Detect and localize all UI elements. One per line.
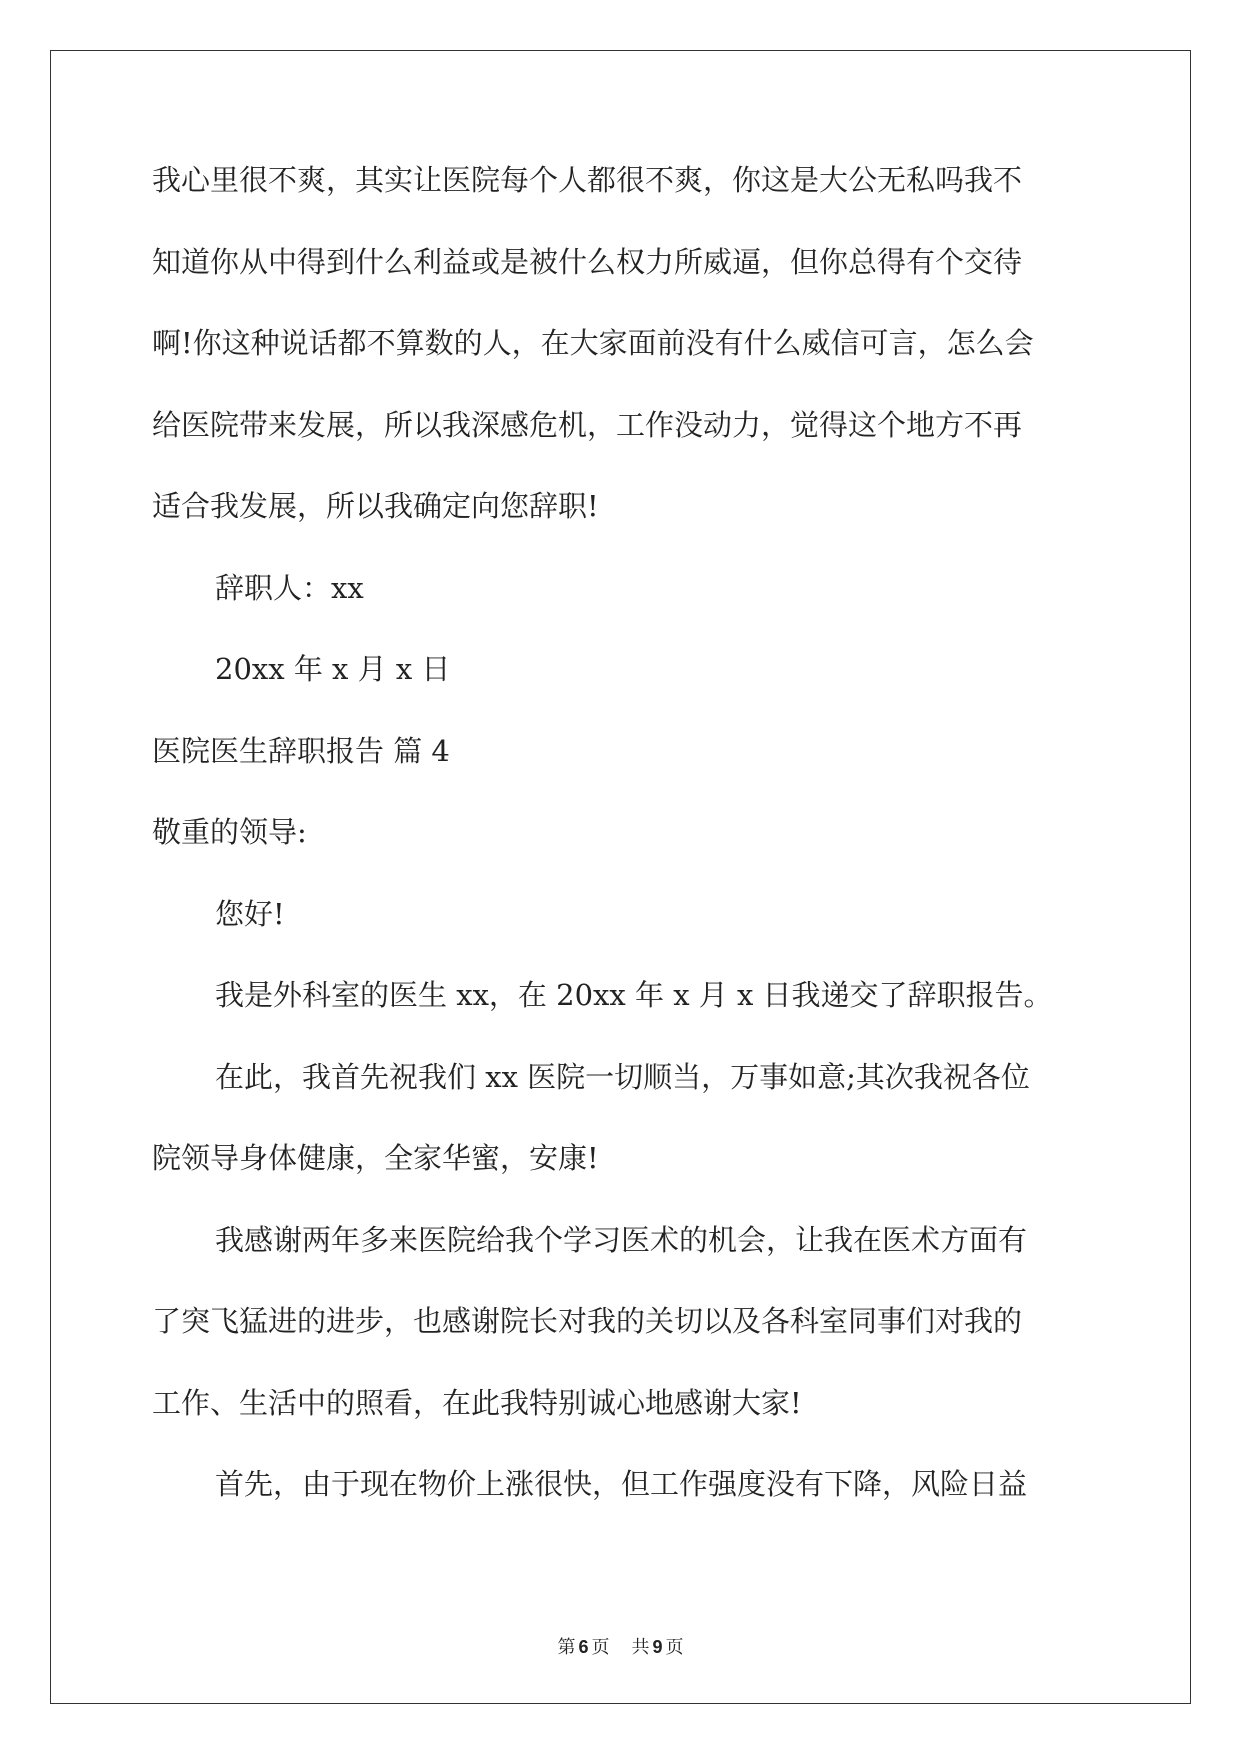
footer-page-word: 页 xyxy=(591,1637,610,1658)
footer-prefix: 第 xyxy=(557,1637,576,1658)
footer-total-prefix: 共 xyxy=(631,1637,650,1658)
footer-total-suffix: 页 xyxy=(665,1637,684,1658)
page-footer xyxy=(0,1633,1241,1659)
date-line: 20xx 年 x 月 x 日 xyxy=(215,652,451,686)
signature-line: 辞职人：xx xyxy=(215,570,364,605)
current-page-number: 6 xyxy=(578,1637,589,1657)
text-line: 在此，我首先祝我们 xx 医院一切顺当，万事如意;其次我祝各位 xyxy=(215,1059,1030,1094)
text-line: 知道你从中得到什么利益或是被什么权力所威逼，但你总得有个交待 xyxy=(152,244,1023,279)
text-line: 我心里很不爽，其实让医院每个人都很不爽，你这是大公无私吗我不 xyxy=(152,163,1023,197)
salutation: 敬重的领导: xyxy=(152,815,307,849)
text-line: 我是外科室的医生 xx，在 20xx 年 x 月 x 日我递交了辞职报告。 xyxy=(215,978,1053,1012)
greeting: 您好! xyxy=(215,896,285,931)
text-line: 我感谢两年多来医院给我个学习医术的机会，让我在医术方面有 xyxy=(215,1222,1028,1257)
section-heading: 医院医生辞职报告 篇 4 xyxy=(152,733,450,768)
text-line: 了突飞猛进的进步，也感谢院长对我的关切以及各科室同事们对我的 xyxy=(152,1304,1023,1338)
total-pages-number: 9 xyxy=(652,1637,663,1657)
text-line: 适合我发展，所以我确定向您辞职! xyxy=(152,489,599,523)
document-body xyxy=(152,160,1092,1546)
text-line: 给医院带来发展，所以我深感危机，工作没动力，觉得这个地方不再 xyxy=(152,407,1023,442)
text-line: 院领导身体健康，全家华蜜，安康! xyxy=(152,1141,599,1175)
text-line: 啊!你这种说话都不算数的人，在大家面前没有什么威信可言，怎么会 xyxy=(152,326,1034,360)
text-line: 首先，由于现在物价上涨很快，但工作强度没有下降，风险日益 xyxy=(215,1467,1028,1501)
text-line: 工作、生活中的照看，在此我特别诚心地感谢大家! xyxy=(152,1385,802,1420)
